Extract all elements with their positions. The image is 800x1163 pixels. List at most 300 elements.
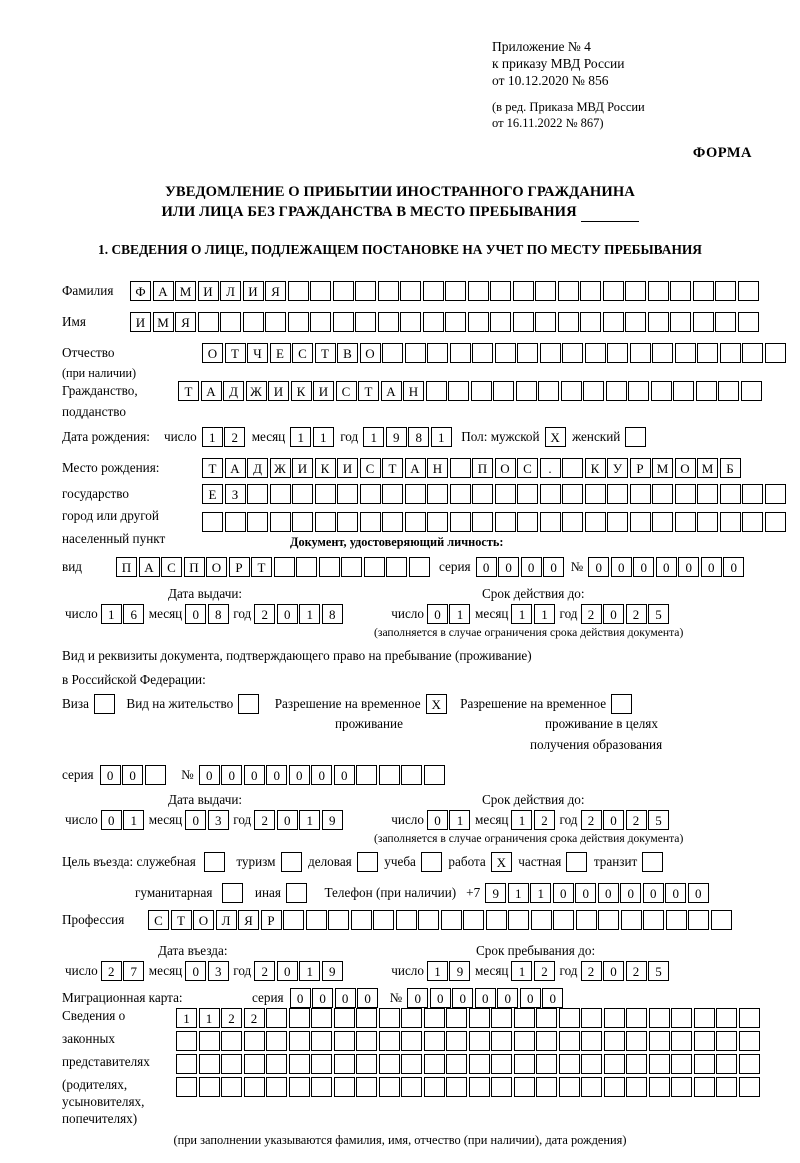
cell[interactable]: 0 bbox=[643, 883, 664, 903]
cell[interactable] bbox=[514, 1054, 535, 1074]
cell[interactable] bbox=[666, 910, 687, 930]
cell[interactable] bbox=[289, 1077, 310, 1097]
cell[interactable] bbox=[310, 281, 331, 301]
entry-month-input[interactable] bbox=[185, 961, 230, 981]
cell[interactable] bbox=[626, 1054, 647, 1074]
cell[interactable] bbox=[288, 281, 309, 301]
cell[interactable] bbox=[718, 381, 739, 401]
permit-issue-month-input[interactable] bbox=[185, 810, 230, 830]
cell[interactable] bbox=[446, 1008, 467, 1028]
cell[interactable] bbox=[382, 512, 403, 532]
cell[interactable]: А bbox=[405, 458, 426, 478]
cell[interactable]: 0 bbox=[244, 765, 265, 785]
cell[interactable] bbox=[221, 1077, 242, 1097]
cell[interactable]: Р bbox=[261, 910, 282, 930]
legal-rep-line2-input[interactable] bbox=[176, 1031, 761, 1051]
cell[interactable]: 6 bbox=[123, 604, 144, 624]
sex-male-checkbox[interactable] bbox=[545, 427, 568, 447]
cell[interactable]: 0 bbox=[407, 988, 428, 1008]
cell[interactable] bbox=[621, 910, 642, 930]
cell[interactable]: М bbox=[153, 312, 174, 332]
cell[interactable] bbox=[463, 910, 484, 930]
cell[interactable] bbox=[471, 381, 492, 401]
cell[interactable] bbox=[720, 343, 741, 363]
cell[interactable] bbox=[266, 1054, 287, 1074]
cell[interactable] bbox=[490, 312, 511, 332]
cell[interactable] bbox=[562, 343, 583, 363]
cell[interactable]: Л bbox=[216, 910, 237, 930]
cell[interactable] bbox=[648, 312, 669, 332]
cell[interactable]: В bbox=[337, 343, 358, 363]
cell[interactable] bbox=[469, 1031, 490, 1051]
cell[interactable]: 0 bbox=[665, 883, 686, 903]
cell[interactable] bbox=[603, 312, 624, 332]
cell[interactable]: Н bbox=[403, 381, 424, 401]
cell[interactable]: 1 bbox=[530, 883, 551, 903]
cell[interactable] bbox=[379, 1054, 400, 1074]
cell[interactable] bbox=[585, 484, 606, 504]
cell[interactable]: 0 bbox=[277, 604, 298, 624]
cell[interactable]: И bbox=[243, 281, 264, 301]
cell[interactable] bbox=[670, 281, 691, 301]
cell[interactable] bbox=[630, 512, 651, 532]
cell[interactable] bbox=[739, 1054, 760, 1074]
cell[interactable]: 1 bbox=[290, 427, 311, 447]
cell[interactable]: О bbox=[495, 458, 516, 478]
cell[interactable] bbox=[583, 381, 604, 401]
cell[interactable]: И bbox=[198, 281, 219, 301]
purpose-study-checkbox[interactable] bbox=[421, 852, 444, 872]
cell[interactable] bbox=[244, 1077, 265, 1097]
cell[interactable]: . bbox=[540, 458, 561, 478]
cell[interactable] bbox=[742, 512, 763, 532]
cell[interactable]: Я bbox=[175, 312, 196, 332]
name-input[interactable] bbox=[130, 312, 760, 332]
cell[interactable] bbox=[400, 312, 421, 332]
cell[interactable]: 0 bbox=[521, 557, 542, 577]
cell[interactable]: 0 bbox=[427, 810, 448, 830]
cell[interactable] bbox=[283, 910, 304, 930]
cell[interactable]: П bbox=[184, 557, 205, 577]
cell[interactable] bbox=[468, 281, 489, 301]
cell[interactable] bbox=[671, 1077, 692, 1097]
cell[interactable]: О bbox=[202, 343, 223, 363]
cell[interactable] bbox=[742, 484, 763, 504]
cell[interactable] bbox=[559, 1077, 580, 1097]
cell[interactable] bbox=[445, 312, 466, 332]
cell[interactable]: 5 bbox=[648, 810, 669, 830]
profession-input[interactable] bbox=[148, 910, 733, 930]
cell[interactable]: 0 bbox=[603, 961, 624, 981]
cell[interactable] bbox=[711, 910, 732, 930]
cell[interactable]: 0 bbox=[598, 883, 619, 903]
cell[interactable] bbox=[472, 484, 493, 504]
cell[interactable] bbox=[289, 1008, 310, 1028]
cell[interactable]: 1 bbox=[299, 604, 320, 624]
cell[interactable]: Т bbox=[178, 381, 199, 401]
cell[interactable]: З bbox=[225, 484, 246, 504]
cell[interactable] bbox=[356, 1031, 377, 1051]
cell[interactable] bbox=[562, 512, 583, 532]
cell[interactable] bbox=[292, 484, 313, 504]
cell[interactable] bbox=[401, 1031, 422, 1051]
cell[interactable]: 2 bbox=[581, 961, 602, 981]
cell[interactable] bbox=[426, 381, 447, 401]
cell[interactable]: О bbox=[193, 910, 214, 930]
cell[interactable]: 0 bbox=[430, 988, 451, 1008]
cell[interactable] bbox=[514, 1031, 535, 1051]
cell[interactable]: 9 bbox=[485, 883, 506, 903]
cell[interactable]: 7 bbox=[123, 961, 144, 981]
birthplace-line2-input[interactable] bbox=[202, 484, 787, 504]
birthplace-line1-input[interactable] bbox=[202, 458, 742, 478]
cell[interactable]: 0 bbox=[633, 557, 654, 577]
cell[interactable]: 0 bbox=[185, 961, 206, 981]
cell[interactable] bbox=[418, 910, 439, 930]
cell[interactable] bbox=[333, 281, 354, 301]
cell[interactable]: 0 bbox=[575, 883, 596, 903]
cell[interactable]: Т bbox=[251, 557, 272, 577]
purpose-private-checkbox[interactable] bbox=[566, 852, 589, 872]
temp-residence-checkbox[interactable] bbox=[426, 694, 449, 714]
cell[interactable] bbox=[382, 343, 403, 363]
cell[interactable]: Е bbox=[202, 484, 223, 504]
cell[interactable]: 2 bbox=[221, 1008, 242, 1028]
cell[interactable] bbox=[625, 427, 646, 447]
cell[interactable] bbox=[585, 343, 606, 363]
cell[interactable] bbox=[580, 281, 601, 301]
cell[interactable] bbox=[450, 512, 471, 532]
cell[interactable] bbox=[176, 1054, 197, 1074]
cell[interactable]: С bbox=[161, 557, 182, 577]
cell[interactable]: О bbox=[360, 343, 381, 363]
cell[interactable] bbox=[697, 343, 718, 363]
cell[interactable]: С bbox=[336, 381, 357, 401]
purpose-service-checkbox[interactable] bbox=[204, 852, 227, 872]
cell[interactable] bbox=[607, 512, 628, 532]
cell[interactable] bbox=[379, 765, 400, 785]
cell[interactable]: 0 bbox=[427, 604, 448, 624]
cell[interactable]: 0 bbox=[100, 765, 121, 785]
cell[interactable] bbox=[334, 1031, 355, 1051]
cell[interactable] bbox=[739, 1077, 760, 1097]
issue-day-input[interactable] bbox=[101, 604, 146, 624]
cell[interactable]: Т bbox=[171, 910, 192, 930]
purpose-transit-checkbox[interactable] bbox=[642, 852, 665, 872]
cell[interactable] bbox=[652, 512, 673, 532]
cell[interactable]: 1 bbox=[199, 1008, 220, 1028]
cell[interactable]: А bbox=[225, 458, 246, 478]
birth-month-input[interactable] bbox=[290, 427, 335, 447]
cell[interactable]: 1 bbox=[299, 961, 320, 981]
cell[interactable] bbox=[531, 910, 552, 930]
cell[interactable] bbox=[651, 381, 672, 401]
cell[interactable] bbox=[630, 484, 651, 504]
cell[interactable] bbox=[334, 1054, 355, 1074]
permit-valid-month-input[interactable] bbox=[511, 810, 556, 830]
cell[interactable] bbox=[311, 1031, 332, 1051]
cell[interactable]: 0 bbox=[543, 557, 564, 577]
cell[interactable] bbox=[238, 694, 259, 714]
migration-card-series-input[interactable] bbox=[290, 988, 380, 1008]
cell[interactable] bbox=[364, 557, 385, 577]
purpose-other-checkbox[interactable] bbox=[286, 883, 309, 903]
cell[interactable]: 3 bbox=[208, 961, 229, 981]
cell[interactable] bbox=[693, 312, 714, 332]
cell[interactable] bbox=[742, 343, 763, 363]
cell[interactable]: 2 bbox=[581, 810, 602, 830]
cell[interactable]: 2 bbox=[534, 810, 555, 830]
cell[interactable] bbox=[378, 281, 399, 301]
cell[interactable]: 2 bbox=[244, 1008, 265, 1028]
migration-card-number-input[interactable] bbox=[407, 988, 565, 1008]
cell[interactable] bbox=[559, 1008, 580, 1028]
cell[interactable]: 2 bbox=[254, 810, 275, 830]
cell[interactable]: 0 bbox=[221, 765, 242, 785]
cell[interactable]: Р bbox=[229, 557, 250, 577]
cell[interactable] bbox=[604, 1008, 625, 1028]
cell[interactable] bbox=[310, 312, 331, 332]
cell[interactable] bbox=[221, 1031, 242, 1051]
cell[interactable] bbox=[382, 484, 403, 504]
cell[interactable]: Ж bbox=[270, 458, 291, 478]
cell[interactable] bbox=[244, 1031, 265, 1051]
cell[interactable]: С bbox=[148, 910, 169, 930]
purpose-tourism-checkbox[interactable] bbox=[281, 852, 304, 872]
cell[interactable] bbox=[720, 484, 741, 504]
cell[interactable] bbox=[559, 1054, 580, 1074]
cell[interactable] bbox=[266, 1031, 287, 1051]
cell[interactable] bbox=[265, 312, 286, 332]
purpose-humanitarian-checkbox[interactable] bbox=[222, 883, 245, 903]
cell[interactable] bbox=[243, 312, 264, 332]
doc-number-input[interactable] bbox=[588, 557, 746, 577]
cell[interactable]: X bbox=[491, 852, 512, 872]
cell[interactable] bbox=[693, 281, 714, 301]
cell[interactable] bbox=[716, 1054, 737, 1074]
cell[interactable] bbox=[516, 381, 537, 401]
permit-issue-day-input[interactable] bbox=[101, 810, 146, 830]
cell[interactable] bbox=[306, 910, 327, 930]
cell[interactable] bbox=[378, 312, 399, 332]
valid-month-input[interactable] bbox=[511, 604, 556, 624]
cell[interactable] bbox=[581, 1054, 602, 1074]
cell[interactable]: 0 bbox=[277, 810, 298, 830]
cell[interactable] bbox=[225, 512, 246, 532]
cell[interactable]: 2 bbox=[224, 427, 245, 447]
cell[interactable] bbox=[311, 1008, 332, 1028]
cell[interactable]: 1 bbox=[313, 427, 334, 447]
cell[interactable]: 5 bbox=[648, 961, 669, 981]
cell[interactable] bbox=[337, 512, 358, 532]
cell[interactable] bbox=[401, 1077, 422, 1097]
cell[interactable]: 0 bbox=[701, 557, 722, 577]
legal-rep-line4-input[interactable] bbox=[176, 1077, 761, 1097]
cell[interactable]: 0 bbox=[101, 810, 122, 830]
cell[interactable]: 0 bbox=[603, 604, 624, 624]
cell[interactable] bbox=[448, 381, 469, 401]
cell[interactable]: 9 bbox=[322, 961, 343, 981]
cell[interactable] bbox=[469, 1077, 490, 1097]
cell[interactable] bbox=[244, 1054, 265, 1074]
cell[interactable] bbox=[739, 1008, 760, 1028]
cell[interactable] bbox=[486, 910, 507, 930]
cell[interactable] bbox=[315, 512, 336, 532]
cell[interactable] bbox=[652, 343, 673, 363]
permit-series-input[interactable] bbox=[100, 765, 168, 785]
cell[interactable] bbox=[694, 1031, 715, 1051]
cell[interactable] bbox=[628, 381, 649, 401]
cell[interactable]: 9 bbox=[449, 961, 470, 981]
phone-input[interactable] bbox=[485, 883, 710, 903]
cell[interactable]: П bbox=[116, 557, 137, 577]
cell[interactable] bbox=[281, 852, 302, 872]
cell[interactable] bbox=[697, 484, 718, 504]
cell[interactable] bbox=[351, 910, 372, 930]
cell[interactable]: 0 bbox=[620, 883, 641, 903]
cell[interactable] bbox=[630, 343, 651, 363]
legal-rep-line3-input[interactable] bbox=[176, 1054, 761, 1074]
permit-valid-day-input[interactable] bbox=[427, 810, 472, 830]
cell[interactable]: Т bbox=[358, 381, 379, 401]
cell[interactable] bbox=[581, 1031, 602, 1051]
cell[interactable] bbox=[671, 1008, 692, 1028]
cell[interactable]: Е bbox=[270, 343, 291, 363]
cell[interactable] bbox=[199, 1054, 220, 1074]
cell[interactable] bbox=[606, 381, 627, 401]
cell[interactable] bbox=[625, 312, 646, 332]
cell[interactable]: X bbox=[545, 427, 566, 447]
cell[interactable]: И bbox=[337, 458, 358, 478]
cell[interactable] bbox=[538, 381, 559, 401]
cell[interactable] bbox=[675, 484, 696, 504]
cell[interactable] bbox=[508, 910, 529, 930]
cell[interactable]: 2 bbox=[101, 961, 122, 981]
cell[interactable] bbox=[334, 1077, 355, 1097]
cell[interactable]: 0 bbox=[497, 988, 518, 1008]
cell[interactable]: Я bbox=[238, 910, 259, 930]
cell[interactable] bbox=[649, 1031, 670, 1051]
cell[interactable] bbox=[716, 1031, 737, 1051]
cell[interactable] bbox=[540, 512, 561, 532]
cell[interactable] bbox=[221, 1054, 242, 1074]
cell[interactable] bbox=[289, 1054, 310, 1074]
cell[interactable] bbox=[604, 1077, 625, 1097]
cell[interactable] bbox=[607, 343, 628, 363]
cell[interactable] bbox=[360, 484, 381, 504]
cell[interactable]: М bbox=[175, 281, 196, 301]
cell[interactable] bbox=[441, 910, 462, 930]
cell[interactable] bbox=[694, 1077, 715, 1097]
cell[interactable]: С bbox=[292, 343, 313, 363]
cell[interactable] bbox=[198, 312, 219, 332]
cell[interactable] bbox=[445, 281, 466, 301]
cell[interactable]: 2 bbox=[626, 961, 647, 981]
cell[interactable] bbox=[517, 512, 538, 532]
cell[interactable] bbox=[495, 343, 516, 363]
cell[interactable] bbox=[446, 1031, 467, 1051]
cell[interactable] bbox=[424, 1008, 445, 1028]
cell[interactable] bbox=[540, 343, 561, 363]
cell[interactable] bbox=[379, 1008, 400, 1028]
cell[interactable] bbox=[604, 1031, 625, 1051]
cell[interactable] bbox=[424, 765, 445, 785]
cell[interactable] bbox=[536, 1031, 557, 1051]
cell[interactable] bbox=[535, 281, 556, 301]
cell[interactable] bbox=[580, 312, 601, 332]
cell[interactable] bbox=[333, 312, 354, 332]
cell[interactable] bbox=[491, 1077, 512, 1097]
cell[interactable]: 2 bbox=[254, 961, 275, 981]
cell[interactable] bbox=[199, 1077, 220, 1097]
cell[interactable] bbox=[469, 1054, 490, 1074]
cell[interactable] bbox=[401, 1008, 422, 1028]
cell[interactable]: 1 bbox=[176, 1008, 197, 1028]
cell[interactable]: 8 bbox=[322, 604, 343, 624]
birth-year-input[interactable] bbox=[363, 427, 453, 447]
cell[interactable]: 0 bbox=[266, 765, 287, 785]
cell[interactable] bbox=[652, 484, 673, 504]
cell[interactable] bbox=[643, 910, 664, 930]
cell[interactable] bbox=[286, 883, 307, 903]
cell[interactable] bbox=[649, 1054, 670, 1074]
cell[interactable]: Д bbox=[247, 458, 268, 478]
cell[interactable] bbox=[468, 312, 489, 332]
cell[interactable]: Ж bbox=[246, 381, 267, 401]
cell[interactable]: 1 bbox=[508, 883, 529, 903]
cell[interactable]: 1 bbox=[123, 810, 144, 830]
cell[interactable]: И bbox=[268, 381, 289, 401]
cell[interactable]: 8 bbox=[208, 604, 229, 624]
cell[interactable] bbox=[648, 281, 669, 301]
cell[interactable] bbox=[649, 1008, 670, 1028]
cell[interactable] bbox=[356, 765, 377, 785]
cell[interactable]: 9 bbox=[386, 427, 407, 447]
cell[interactable]: 0 bbox=[688, 883, 709, 903]
cell[interactable] bbox=[696, 381, 717, 401]
cell[interactable]: И bbox=[130, 312, 151, 332]
cell[interactable] bbox=[513, 312, 534, 332]
cell[interactable] bbox=[356, 1054, 377, 1074]
cell[interactable] bbox=[424, 1054, 445, 1074]
cell[interactable] bbox=[409, 557, 430, 577]
cell[interactable]: Б bbox=[720, 458, 741, 478]
cell[interactable]: 8 bbox=[408, 427, 429, 447]
cell[interactable]: А bbox=[153, 281, 174, 301]
cell[interactable] bbox=[739, 1031, 760, 1051]
cell[interactable]: 1 bbox=[511, 810, 532, 830]
cell[interactable] bbox=[396, 910, 417, 930]
cell[interactable] bbox=[341, 557, 362, 577]
issue-year-input[interactable] bbox=[254, 604, 344, 624]
cell[interactable]: С bbox=[360, 458, 381, 478]
cell[interactable] bbox=[670, 312, 691, 332]
cell[interactable] bbox=[315, 484, 336, 504]
cell[interactable] bbox=[493, 381, 514, 401]
cell[interactable] bbox=[517, 484, 538, 504]
cell[interactable]: 1 bbox=[511, 604, 532, 624]
cell[interactable]: Т bbox=[202, 458, 223, 478]
cell[interactable]: Л bbox=[220, 281, 241, 301]
cell[interactable] bbox=[270, 484, 291, 504]
cell[interactable]: Т bbox=[225, 343, 246, 363]
cell[interactable] bbox=[247, 512, 268, 532]
cell[interactable] bbox=[715, 312, 736, 332]
legal-rep-line1-input[interactable] bbox=[176, 1008, 761, 1028]
cell[interactable] bbox=[585, 512, 606, 532]
patronymic-input[interactable] bbox=[202, 343, 787, 363]
cell[interactable]: 0 bbox=[199, 765, 220, 785]
